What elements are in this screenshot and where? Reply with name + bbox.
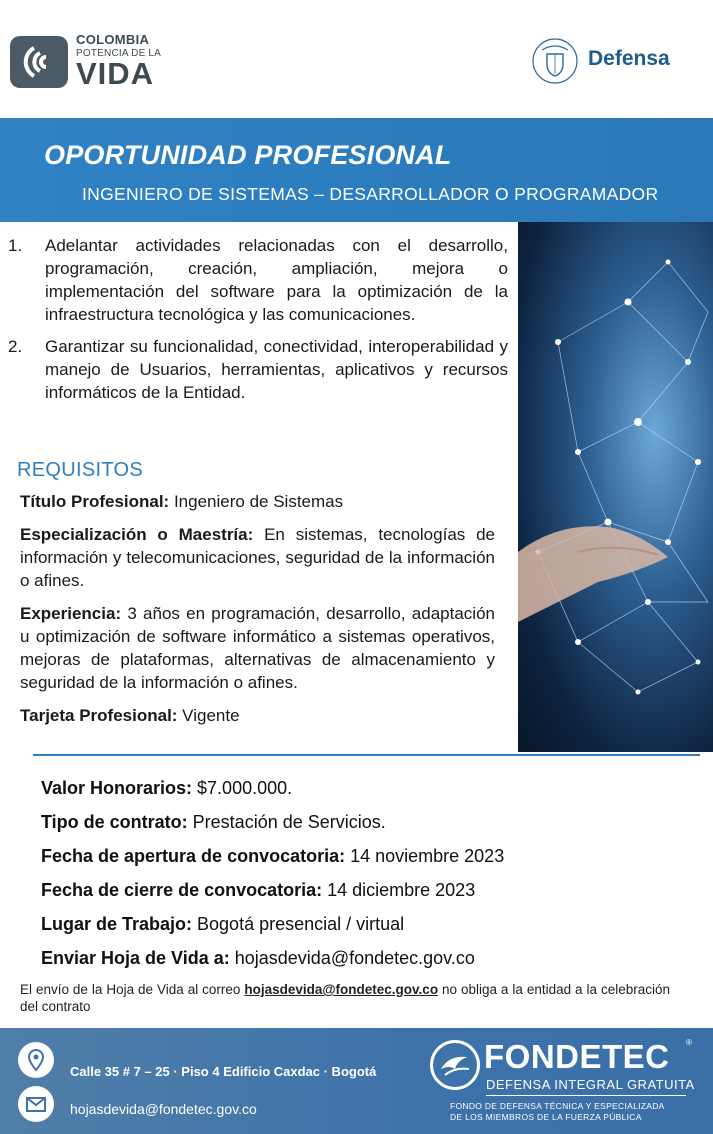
term-value: 14 noviembre 2023 xyxy=(345,846,505,866)
term-label: Valor Honorarios: xyxy=(41,778,193,798)
term-label: Tipo de contrato: xyxy=(41,812,188,832)
requirement-value: Ingeniero de Sistemas xyxy=(169,492,344,511)
requirement-item xyxy=(20,704,495,727)
requirement-value: 3 años en programación, desarrollo, adaptación u optimización de software informático a sistemas operativos, mejoras de plataformas, alternativas de almacenamiento y seguridad de la información o afines. xyxy=(20,604,495,692)
logo-line-3: VIDA xyxy=(76,56,155,91)
footer-bar xyxy=(0,1028,713,1134)
term-value: Prestación de Servicios. xyxy=(187,812,386,832)
registered-mark: ® xyxy=(686,1038,692,1047)
page-title: OPORTUNIDAD PROFESIONAL xyxy=(44,140,452,170)
term-value: hojasdevida@fondetec.gov.co xyxy=(229,948,475,968)
location-pin-icon xyxy=(18,1042,54,1078)
list-item xyxy=(8,335,508,404)
disclaimer-note xyxy=(20,981,670,1015)
duty-number: 2. xyxy=(8,337,23,356)
requirement-item xyxy=(20,523,495,592)
term-row xyxy=(41,771,504,805)
duty-text: Garantizar su funcionalidad, conectividad, interoperabilidad y manejo de Usuarios, herramientas, aplicativos y recursos informáticos de la Entidad. xyxy=(45,337,508,402)
term-row xyxy=(41,941,504,975)
requirement-label: Experiencia: xyxy=(20,604,122,623)
term-row xyxy=(41,873,504,907)
term-label: Enviar Hoja de Vida a: xyxy=(41,948,230,968)
duty-text: Adelantar actividades relacionadas con el desarrollo, programación, creación, ampliación, mejora o implementación del software para la optimización de la infraestructura tecnológica y las comunicaciones. xyxy=(45,236,508,324)
coat-of-arms-icon xyxy=(530,36,580,86)
term-label: Fecha de apertura de convocatoria: xyxy=(41,846,346,866)
tagline-divider xyxy=(486,1095,686,1096)
fondetec-emblem-icon xyxy=(430,1040,480,1090)
duty-number: 1. xyxy=(8,236,23,255)
requirement-item xyxy=(20,490,495,513)
term-label: Lugar de Trabajo: xyxy=(41,914,193,934)
list-item xyxy=(8,234,508,326)
footer-address: Calle 35 # 7 – 25 · Piso 4 Edificio Caxdac · Bogotá xyxy=(70,1064,377,1079)
title-banner xyxy=(0,118,713,222)
requirement-label: Título Profesional: xyxy=(20,492,170,511)
fondetec-subtitle-1: FONDO DE DEFENSA TÉCNICA Y ESPECIALIZADA xyxy=(450,1101,665,1111)
colombia-wave-icon xyxy=(10,36,68,88)
mail-icon xyxy=(18,1086,54,1122)
fondetec-subtitle-2: DE LOS MIEMBROS DE LA FUERZA PÚBLICA xyxy=(450,1112,642,1122)
logo-line-1: COLOMBIA xyxy=(76,32,150,47)
requirement-value: En sistemas, tecnologías de información y telecomunicaciones, seguridad de la información o afines. xyxy=(20,525,495,590)
fondetec-name: FONDETEC xyxy=(484,1038,670,1075)
note-email-link[interactable]: hojasdevida@fondetec.gov.co xyxy=(244,982,439,997)
colombia-potencia-logo xyxy=(10,32,170,92)
contract-terms xyxy=(41,771,504,975)
term-value: 14 diciembre 2023 xyxy=(322,880,476,900)
term-label: Fecha de cierre de convocatoria: xyxy=(41,880,323,900)
defensa-label: Defensa xyxy=(588,47,670,70)
fondetec-tagline: DEFENSA INTEGRAL GRATUITA xyxy=(486,1077,695,1092)
requirements-heading: REQUISITOS xyxy=(17,459,143,481)
term-row xyxy=(41,839,504,873)
job-subtitle: INGENIERO DE SISTEMAS – DESARROLLADOR O PROGRAMADOR xyxy=(82,184,659,204)
tech-hand-photo xyxy=(518,222,713,752)
requirement-label: Tarjeta Profesional: xyxy=(20,706,178,725)
term-row xyxy=(41,805,504,839)
fondetec-logo xyxy=(430,1038,700,1128)
term-value: Bogotá presencial / virtual xyxy=(192,914,405,934)
defensa-logo xyxy=(530,36,690,86)
note-text-before: El envío de la Hoja de Vida al correo xyxy=(20,982,245,997)
term-row xyxy=(41,907,504,941)
note-text-after: no obliga a la entidad a la celebración del contrato xyxy=(20,982,671,1014)
requirement-item xyxy=(20,602,495,694)
footer-email[interactable]: hojasdevida@fondetec.gov.co xyxy=(70,1101,257,1117)
section-divider xyxy=(33,754,700,756)
duties-list xyxy=(8,234,508,413)
requirement-value: Vigente xyxy=(177,706,240,725)
term-value: $7.000.000. xyxy=(192,778,293,798)
logo-line-2: POTENCIA DE LA xyxy=(76,48,162,59)
requirements-list xyxy=(20,490,495,737)
requirement-label: Especialización o Maestría: xyxy=(20,525,254,544)
